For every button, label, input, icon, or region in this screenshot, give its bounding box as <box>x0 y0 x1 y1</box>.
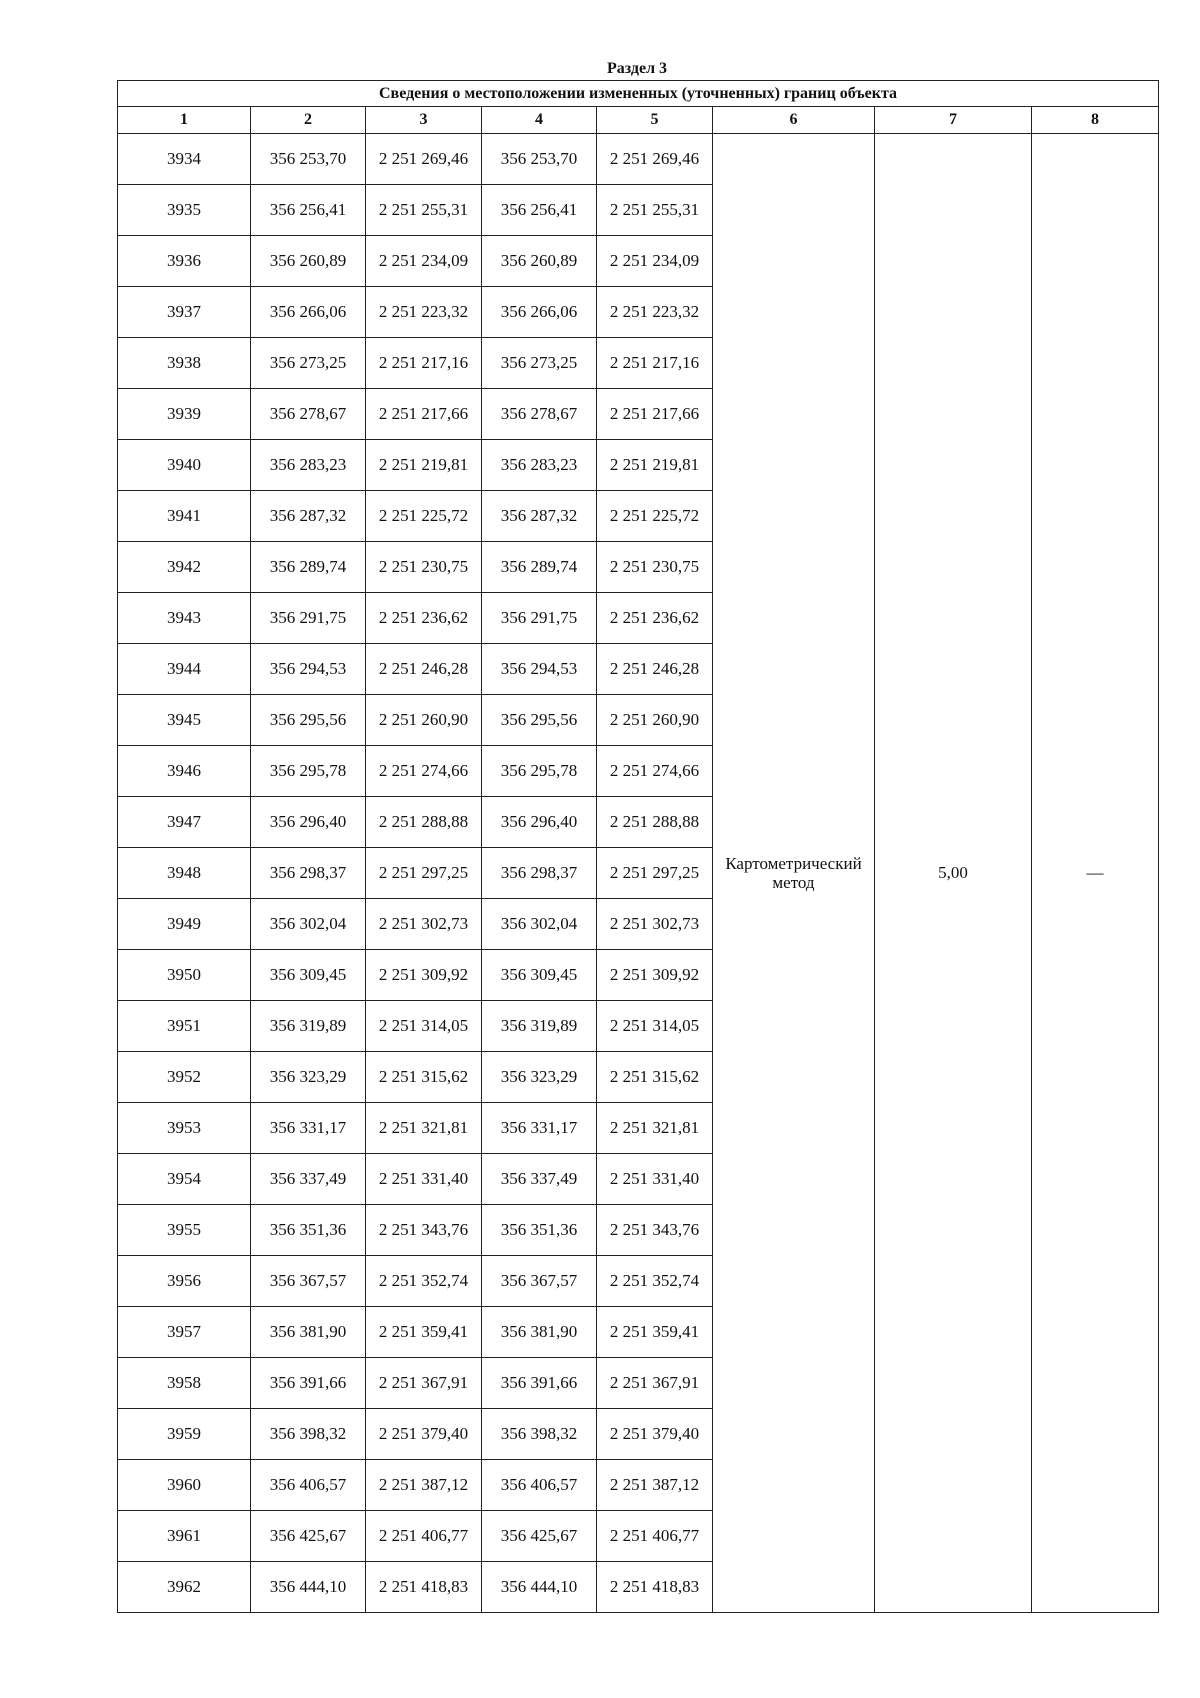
coordinate-cell: 2 251 302,73 <box>597 899 713 950</box>
coordinate-cell: 356 260,89 <box>482 236 597 287</box>
coordinate-cell: 356 331,17 <box>251 1103 366 1154</box>
point-number-cell: 3949 <box>118 899 251 950</box>
coordinate-cell: 356 273,25 <box>251 338 366 389</box>
point-number-cell: 3938 <box>118 338 251 389</box>
accuracy-cell: 5,00 <box>875 134 1032 1613</box>
coordinate-cell: 356 337,49 <box>482 1154 597 1205</box>
coordinate-cell: 2 251 260,90 <box>597 695 713 746</box>
coordinate-cell: 356 295,78 <box>251 746 366 797</box>
coordinate-cell: 2 251 297,25 <box>366 848 482 899</box>
coordinate-cell: 356 296,40 <box>482 797 597 848</box>
coordinate-cell: 356 398,32 <box>251 1409 366 1460</box>
coordinate-cell: 356 319,89 <box>482 1001 597 1052</box>
coordinate-cell: 356 295,78 <box>482 746 597 797</box>
coordinate-cell: 2 251 234,09 <box>597 236 713 287</box>
column-number: 3 <box>366 107 482 134</box>
point-number-cell: 3952 <box>118 1052 251 1103</box>
coordinate-cell: 2 251 352,74 <box>597 1256 713 1307</box>
coordinate-cell: 356 391,66 <box>482 1358 597 1409</box>
coordinate-cell: 2 251 379,40 <box>366 1409 482 1460</box>
coordinate-cell: 2 251 288,88 <box>597 797 713 848</box>
coordinate-cell: 356 367,57 <box>482 1256 597 1307</box>
coordinate-cell: 356 298,37 <box>482 848 597 899</box>
point-number-cell: 3955 <box>118 1205 251 1256</box>
point-number-cell: 3960 <box>118 1460 251 1511</box>
coordinate-cell: 2 251 418,83 <box>366 1562 482 1613</box>
point-number-cell: 3944 <box>118 644 251 695</box>
coordinate-cell: 2 251 387,12 <box>366 1460 482 1511</box>
coordinate-cell: 2 251 343,76 <box>366 1205 482 1256</box>
point-number-cell: 3953 <box>118 1103 251 1154</box>
coordinate-cell: 2 251 315,62 <box>366 1052 482 1103</box>
coordinate-cell: 2 251 321,81 <box>366 1103 482 1154</box>
point-number-cell: 3958 <box>118 1358 251 1409</box>
column-number: 8 <box>1032 107 1159 134</box>
column-number: 6 <box>713 107 875 134</box>
coordinate-cell: 356 425,67 <box>482 1511 597 1562</box>
coordinate-cell: 356 444,10 <box>251 1562 366 1613</box>
coordinate-cell: 2 251 255,31 <box>597 185 713 236</box>
coordinate-cell: 356 266,06 <box>251 287 366 338</box>
coordinate-cell: 2 251 321,81 <box>597 1103 713 1154</box>
point-number-cell: 3939 <box>118 389 251 440</box>
coordinate-cell: 2 251 331,40 <box>366 1154 482 1205</box>
coordinate-cell: 2 251 217,16 <box>597 338 713 389</box>
coordinate-cell: 356 323,29 <box>251 1052 366 1103</box>
coordinate-cell: 2 251 225,72 <box>597 491 713 542</box>
coordinate-cell: 356 256,41 <box>482 185 597 236</box>
coordinate-cell: 356 309,45 <box>482 950 597 1001</box>
column-number-row <box>118 107 1159 134</box>
coordinate-cell: 2 251 367,91 <box>597 1358 713 1409</box>
coordinate-cell: 356 351,36 <box>251 1205 366 1256</box>
coordinate-cell: 356 253,70 <box>251 134 366 185</box>
coordinate-cell: 2 251 255,31 <box>366 185 482 236</box>
coordinate-cell: 2 251 274,66 <box>366 746 482 797</box>
coordinate-cell: 2 251 406,77 <box>366 1511 482 1562</box>
coordinate-cell: 356 260,89 <box>251 236 366 287</box>
coordinate-cell: 356 289,74 <box>482 542 597 593</box>
coordinate-cell: 356 444,10 <box>482 1562 597 1613</box>
point-number-cell: 3937 <box>118 287 251 338</box>
coordinate-cell: 2 251 288,88 <box>366 797 482 848</box>
coordinate-cell: 2 251 379,40 <box>597 1409 713 1460</box>
coordinate-cell: 356 323,29 <box>482 1052 597 1103</box>
coordinate-cell: 2 251 309,92 <box>597 950 713 1001</box>
method-cell <box>713 134 875 1613</box>
column-number: 4 <box>482 107 597 134</box>
column-number: 7 <box>875 107 1032 134</box>
coordinate-cell: 356 398,32 <box>482 1409 597 1460</box>
coordinate-cell: 2 251 217,66 <box>366 389 482 440</box>
coordinate-cell: 356 283,23 <box>482 440 597 491</box>
coordinate-cell: 2 251 343,76 <box>597 1205 713 1256</box>
coordinate-cell: 356 406,57 <box>482 1460 597 1511</box>
coordinate-cell: 2 251 246,28 <box>366 644 482 695</box>
point-number-cell: 3954 <box>118 1154 251 1205</box>
coordinate-cell: 2 251 217,16 <box>366 338 482 389</box>
coordinate-cell: 356 302,04 <box>251 899 366 950</box>
point-number-cell: 3935 <box>118 185 251 236</box>
coordinate-cell: 356 331,17 <box>482 1103 597 1154</box>
point-number-cell: 3936 <box>118 236 251 287</box>
coordinate-cell: 356 425,67 <box>251 1511 366 1562</box>
coordinate-cell: 2 251 297,25 <box>597 848 713 899</box>
point-number-cell: 3957 <box>118 1307 251 1358</box>
coordinate-cell: 356 266,06 <box>482 287 597 338</box>
coordinate-cell: 356 295,56 <box>482 695 597 746</box>
coordinate-cell: 2 251 359,41 <box>597 1307 713 1358</box>
column-number: 2 <box>251 107 366 134</box>
point-number-cell: 3945 <box>118 695 251 746</box>
point-number-cell: 3956 <box>118 1256 251 1307</box>
coordinate-cell: 356 296,40 <box>251 797 366 848</box>
coordinate-cell: 2 251 314,05 <box>366 1001 482 1052</box>
coordinate-cell: 2 251 302,73 <box>366 899 482 950</box>
coordinate-cell: 356 291,75 <box>251 593 366 644</box>
coordinate-cell: 356 381,90 <box>482 1307 597 1358</box>
coordinate-cell: 2 251 274,66 <box>597 746 713 797</box>
coordinate-cell: 2 251 359,41 <box>366 1307 482 1358</box>
coordinate-cell: 2 251 260,90 <box>366 695 482 746</box>
point-number-cell: 3941 <box>118 491 251 542</box>
coordinate-cell: 356 381,90 <box>251 1307 366 1358</box>
method-text: Картометрический метод <box>725 854 862 892</box>
coordinate-cell: 2 251 418,83 <box>597 1562 713 1613</box>
boundary-table <box>117 80 1159 1613</box>
coordinate-cell: 356 278,67 <box>482 389 597 440</box>
coordinate-cell: 356 337,49 <box>251 1154 366 1205</box>
coordinate-cell: 2 251 315,62 <box>597 1052 713 1103</box>
coordinate-cell: 2 251 225,72 <box>366 491 482 542</box>
point-number-cell: 3950 <box>118 950 251 1001</box>
coordinate-cell: 2 251 309,92 <box>366 950 482 1001</box>
coordinate-cell: 2 251 234,09 <box>366 236 482 287</box>
coordinate-cell: 356 294,53 <box>251 644 366 695</box>
coordinate-cell: 2 251 236,62 <box>597 593 713 644</box>
point-number-cell: 3934 <box>118 134 251 185</box>
coordinate-cell: 356 291,75 <box>482 593 597 644</box>
coordinate-cell: 2 251 230,75 <box>366 542 482 593</box>
coordinate-cell: 356 302,04 <box>482 899 597 950</box>
coordinate-cell: 356 256,41 <box>251 185 366 236</box>
coordinate-cell: 2 251 367,91 <box>366 1358 482 1409</box>
coordinate-cell: 356 295,56 <box>251 695 366 746</box>
coordinate-cell: 2 251 387,12 <box>597 1460 713 1511</box>
point-number-cell: 3942 <box>118 542 251 593</box>
coordinate-cell: 2 251 236,62 <box>366 593 482 644</box>
point-number-cell: 3959 <box>118 1409 251 1460</box>
coordinate-cell: 2 251 219,81 <box>597 440 713 491</box>
point-number-cell: 3962 <box>118 1562 251 1613</box>
coordinate-cell: 2 251 246,28 <box>597 644 713 695</box>
point-number-cell: 3947 <box>118 797 251 848</box>
column-number: 5 <box>597 107 713 134</box>
description-cell: — <box>1032 134 1159 1613</box>
coordinate-cell: 356 294,53 <box>482 644 597 695</box>
coordinate-cell: 2 251 314,05 <box>597 1001 713 1052</box>
coordinate-cell: 2 251 269,46 <box>366 134 482 185</box>
coordinate-cell: 2 251 269,46 <box>597 134 713 185</box>
coordinate-cell: 356 391,66 <box>251 1358 366 1409</box>
coordinate-cell: 2 251 230,75 <box>597 542 713 593</box>
point-number-cell: 3940 <box>118 440 251 491</box>
table-row <box>118 134 1159 185</box>
coordinate-cell: 2 251 352,74 <box>366 1256 482 1307</box>
point-number-cell: 3943 <box>118 593 251 644</box>
coordinate-cell: 356 253,70 <box>482 134 597 185</box>
coordinate-cell: 356 273,25 <box>482 338 597 389</box>
coordinate-cell: 356 319,89 <box>251 1001 366 1052</box>
coordinate-cell: 356 289,74 <box>251 542 366 593</box>
coordinate-cell: 356 351,36 <box>482 1205 597 1256</box>
coordinate-cell: 356 278,67 <box>251 389 366 440</box>
coordinate-cell: 356 309,45 <box>251 950 366 1001</box>
point-number-cell: 3961 <box>118 1511 251 1562</box>
coordinate-cell: 356 406,57 <box>251 1460 366 1511</box>
coordinate-cell: 356 367,57 <box>251 1256 366 1307</box>
point-number-cell: 3946 <box>118 746 251 797</box>
coordinate-cell: 2 251 406,77 <box>597 1511 713 1562</box>
section-title: Раздел 3 <box>606 60 668 77</box>
coordinate-cell: 356 287,32 <box>251 491 366 542</box>
column-number: 1 <box>118 107 251 134</box>
coordinate-cell: 356 298,37 <box>251 848 366 899</box>
coordinate-cell: 2 251 331,40 <box>597 1154 713 1205</box>
coordinate-cell: 2 251 219,81 <box>366 440 482 491</box>
table-caption: Сведения о местоположении измененных (уточненных) границ объекта <box>118 81 1159 107</box>
coordinate-cell: 356 283,23 <box>251 440 366 491</box>
point-number-cell: 3948 <box>118 848 251 899</box>
coordinate-cell: 2 251 217,66 <box>597 389 713 440</box>
point-number-cell: 3951 <box>118 1001 251 1052</box>
table-caption-row <box>118 81 1159 107</box>
coordinate-cell: 2 251 223,32 <box>597 287 713 338</box>
coordinate-cell: 356 287,32 <box>482 491 597 542</box>
coordinate-cell: 2 251 223,32 <box>366 287 482 338</box>
